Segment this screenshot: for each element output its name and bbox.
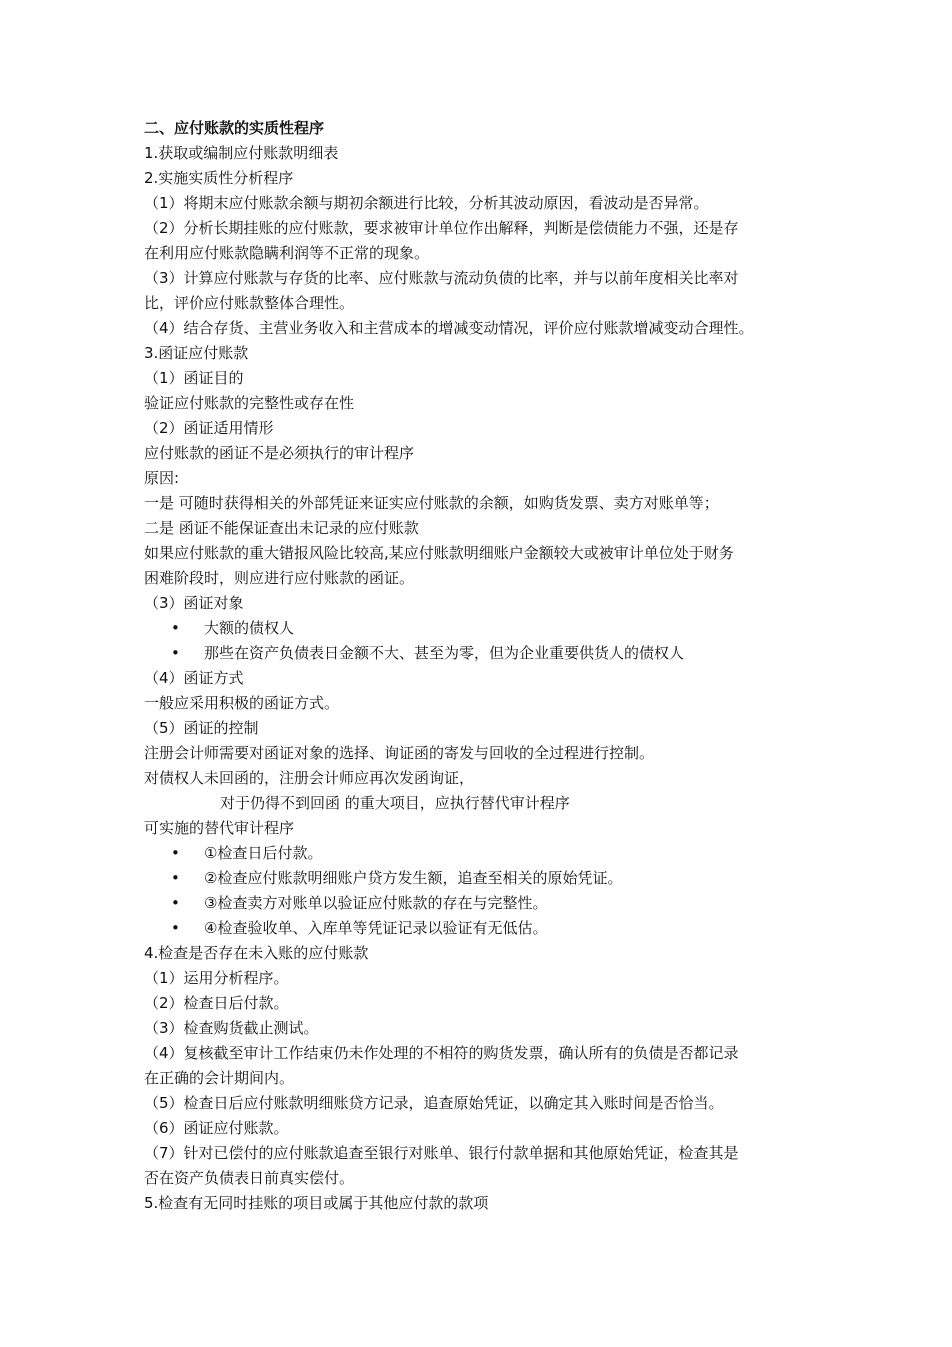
- list-item-text: ①检查日后付款。: [204, 844, 323, 862]
- step-2-item-3-line-2: 比，评价应付账款整体合理性。: [144, 294, 355, 312]
- step-4-item-3: （3）检查购货截止测试。: [144, 1019, 319, 1037]
- step-1: 1.获取或编制应付账款明细表: [144, 144, 339, 162]
- list-item-text: ②检查应付账款明细账户贷方发生额，追查至相关的原始凭证。: [204, 869, 623, 887]
- step-3-sub-4-text: 一般应采用积极的函证方式。: [144, 694, 340, 712]
- list-item: [144, 866, 816, 891]
- step-3-sub-5: （5）函证的控制: [144, 719, 259, 737]
- alternative-procedures-title: 可实施的替代审计程序: [144, 819, 295, 837]
- step-3-sub-5-text-1: 注册会计师需要对函证对象的选择、询证函的寄发与回收的全过程进行控制。: [144, 744, 655, 762]
- step-2-item-3-line-1: （3）计算应付账款与存货的比率、应付账款与流动负债的比率，并与以前年度相关比率对: [144, 269, 739, 287]
- step-2-item-1: （1）将期末应付账款余额与期初余额进行比较，分析其波动原因，看波动是否异常。: [144, 194, 709, 212]
- step-2-item-2-line-2: 在利用应付账款隐瞒利润等不正常的现象。: [144, 244, 430, 262]
- step-2-item-2-line-1: （2）分析长期挂账的应付账款，要求被审计单位作出解释，判断是偿债能力不强，还是存: [144, 219, 739, 237]
- list-item: [144, 641, 816, 666]
- step-4-item-4-line-1: （4）复核截至审计工作结束仍未作处理的不相符的购货发票，确认所有的负债是否都记录: [144, 1044, 739, 1062]
- step-3-sub-5-text-3: 对于仍得不到回函 的重大项目，应执行替代审计程序: [220, 794, 570, 812]
- risk-text-line-1: 如果应付账款的重大错报风险比较高,某应付账款明细账户金额较大或被审计单位处于财务: [144, 544, 734, 562]
- step-3: 3.函证应付账款: [144, 344, 249, 362]
- list-item: [144, 616, 816, 641]
- step-4-item-7-line-2: 否在资产负债表日前真实偿付。: [144, 1169, 355, 1187]
- document-page: [144, 116, 816, 1216]
- step-4-item-1: （1）运用分析程序。: [144, 969, 289, 987]
- step-3-sub-1: （1）函证目的: [144, 369, 244, 387]
- reason-one: 一是 可随时获得相关的外部凭证来证实应付账款的余额，如购货发票、卖方对账单等；: [144, 494, 719, 512]
- step-2: 2.实施实质性分析程序: [144, 169, 294, 187]
- risk-text-line-2: 困难阶段时，则应进行应付账款的函证。: [144, 569, 415, 587]
- bullet-icon: •: [171, 919, 180, 937]
- step-3-sub-5-text-2: 对债权人未回函的，注册会计师应再次发函询证，: [144, 769, 475, 787]
- step-4-item-7-line-1: （7）针对已偿付的应付账款追查至银行对账单、银行付款单据和其他原始凭证，检查其是: [144, 1144, 739, 1162]
- step-3-sub-4: （4）函证方式: [144, 669, 244, 687]
- step-3-sub-3: （3）函证对象: [144, 594, 244, 612]
- step-4: 4.检查是否存在未入账的应付账款: [144, 944, 369, 962]
- step-4-item-6: （6）函证应付账款。: [144, 1119, 289, 1137]
- list-item: [144, 891, 816, 916]
- step-2-item-4: （4）结合存货、主营业务收入和主营成本的增减变动情况，评价应付账款增减变动合理性。: [144, 319, 754, 337]
- bullet-icon: •: [171, 869, 180, 887]
- reason-label: 原因:: [144, 469, 180, 487]
- list-item: [144, 916, 816, 941]
- step-4-item-5: （5）检查日后应付账款明细账贷方记录，追查原始凭证，以确定其入账时间是否恰当。: [144, 1094, 724, 1112]
- bullet-icon: •: [171, 619, 180, 637]
- list-item-text: 那些在资产负债表日金额不大、甚至为零，但为企业重要供货人的债权人: [204, 644, 685, 662]
- step-4-item-4-line-2: 在正确的会计期间内。: [144, 1069, 295, 1087]
- bullet-icon: •: [171, 644, 180, 662]
- step-5: 5.检查有无同时挂账的项目或属于其他应付款的款项: [144, 1194, 489, 1212]
- list-item-text: 大额的债权人: [204, 619, 295, 637]
- step-4-item-2: （2）检查日后付款。: [144, 994, 289, 1012]
- step-3-sub-2-text: 应付账款的函证不是必须执行的审计程序: [144, 444, 415, 462]
- list-item-text: ③检查卖方对账单以验证应付账款的存在与完整性。: [204, 894, 548, 912]
- reason-two: 二是 函证不能保证查出未记录的应付账款: [144, 519, 419, 537]
- list-item-text: ④检查验收单、入库单等凭证记录以验证有无低估。: [204, 919, 548, 937]
- section-heading: 二、应付账款的实质性程序: [144, 119, 325, 137]
- bullet-icon: •: [171, 894, 180, 912]
- bullet-icon: •: [171, 844, 180, 862]
- step-3-sub-1-text: 验证应付账款的完整性或存在性: [144, 394, 355, 412]
- list-item: [144, 841, 816, 866]
- step-3-sub-2: （2）函证适用情形: [144, 419, 274, 437]
